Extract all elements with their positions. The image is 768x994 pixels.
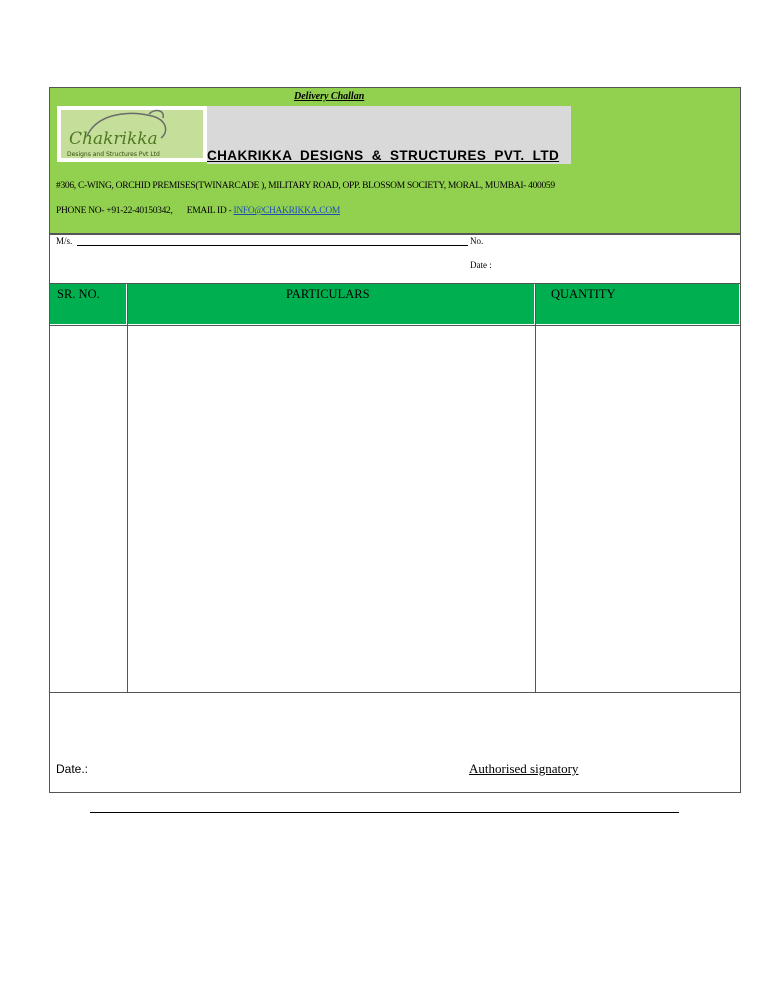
no-label: No. <box>470 236 484 246</box>
email-label: EMAIL ID - <box>186 206 232 216</box>
contact-line <box>56 206 340 216</box>
footer-rule <box>90 812 679 813</box>
email-link[interactable]: INFO@CHAKRIKKA.COM <box>233 206 341 216</box>
logo-subtext: Designs and Structures Pvt Ltd <box>67 151 160 158</box>
column-header-particulars: PARTICULARS <box>286 287 370 301</box>
table-body-particulars[interactable] <box>128 326 534 692</box>
company-address: #306, C-WING, ORCHID PREMISES(TWINARCADE ), MILITARY ROAD, OPP. BLOSSOM SOCIETY, MORAL, MUMBAI- 400059 <box>56 181 555 191</box>
company-logo <box>57 106 207 162</box>
logo-wordmark: Chakrikka <box>69 129 158 149</box>
company-name: CHAKRIKKA DESIGNS & STRUCTURES PVT. LTD <box>207 148 560 163</box>
phone-number: PHONE NO- +91-22-40150342, <box>56 206 173 216</box>
table-body-sr[interactable] <box>50 326 126 692</box>
footer-date-label: Date.: <box>56 762 89 776</box>
divider <box>49 233 741 234</box>
ms-field[interactable] <box>77 245 468 246</box>
date-label: Date : <box>470 260 492 270</box>
document-title: Delivery Challan <box>294 91 365 102</box>
column-header-quantity: QUANTITY <box>551 287 616 301</box>
ms-label: M/s. <box>56 236 73 246</box>
column-header-sr: SR. NO. <box>57 287 100 301</box>
table-body-quantity[interactable] <box>536 326 739 692</box>
authorised-signatory: Authorised signatory <box>469 761 579 776</box>
divider <box>49 692 741 693</box>
